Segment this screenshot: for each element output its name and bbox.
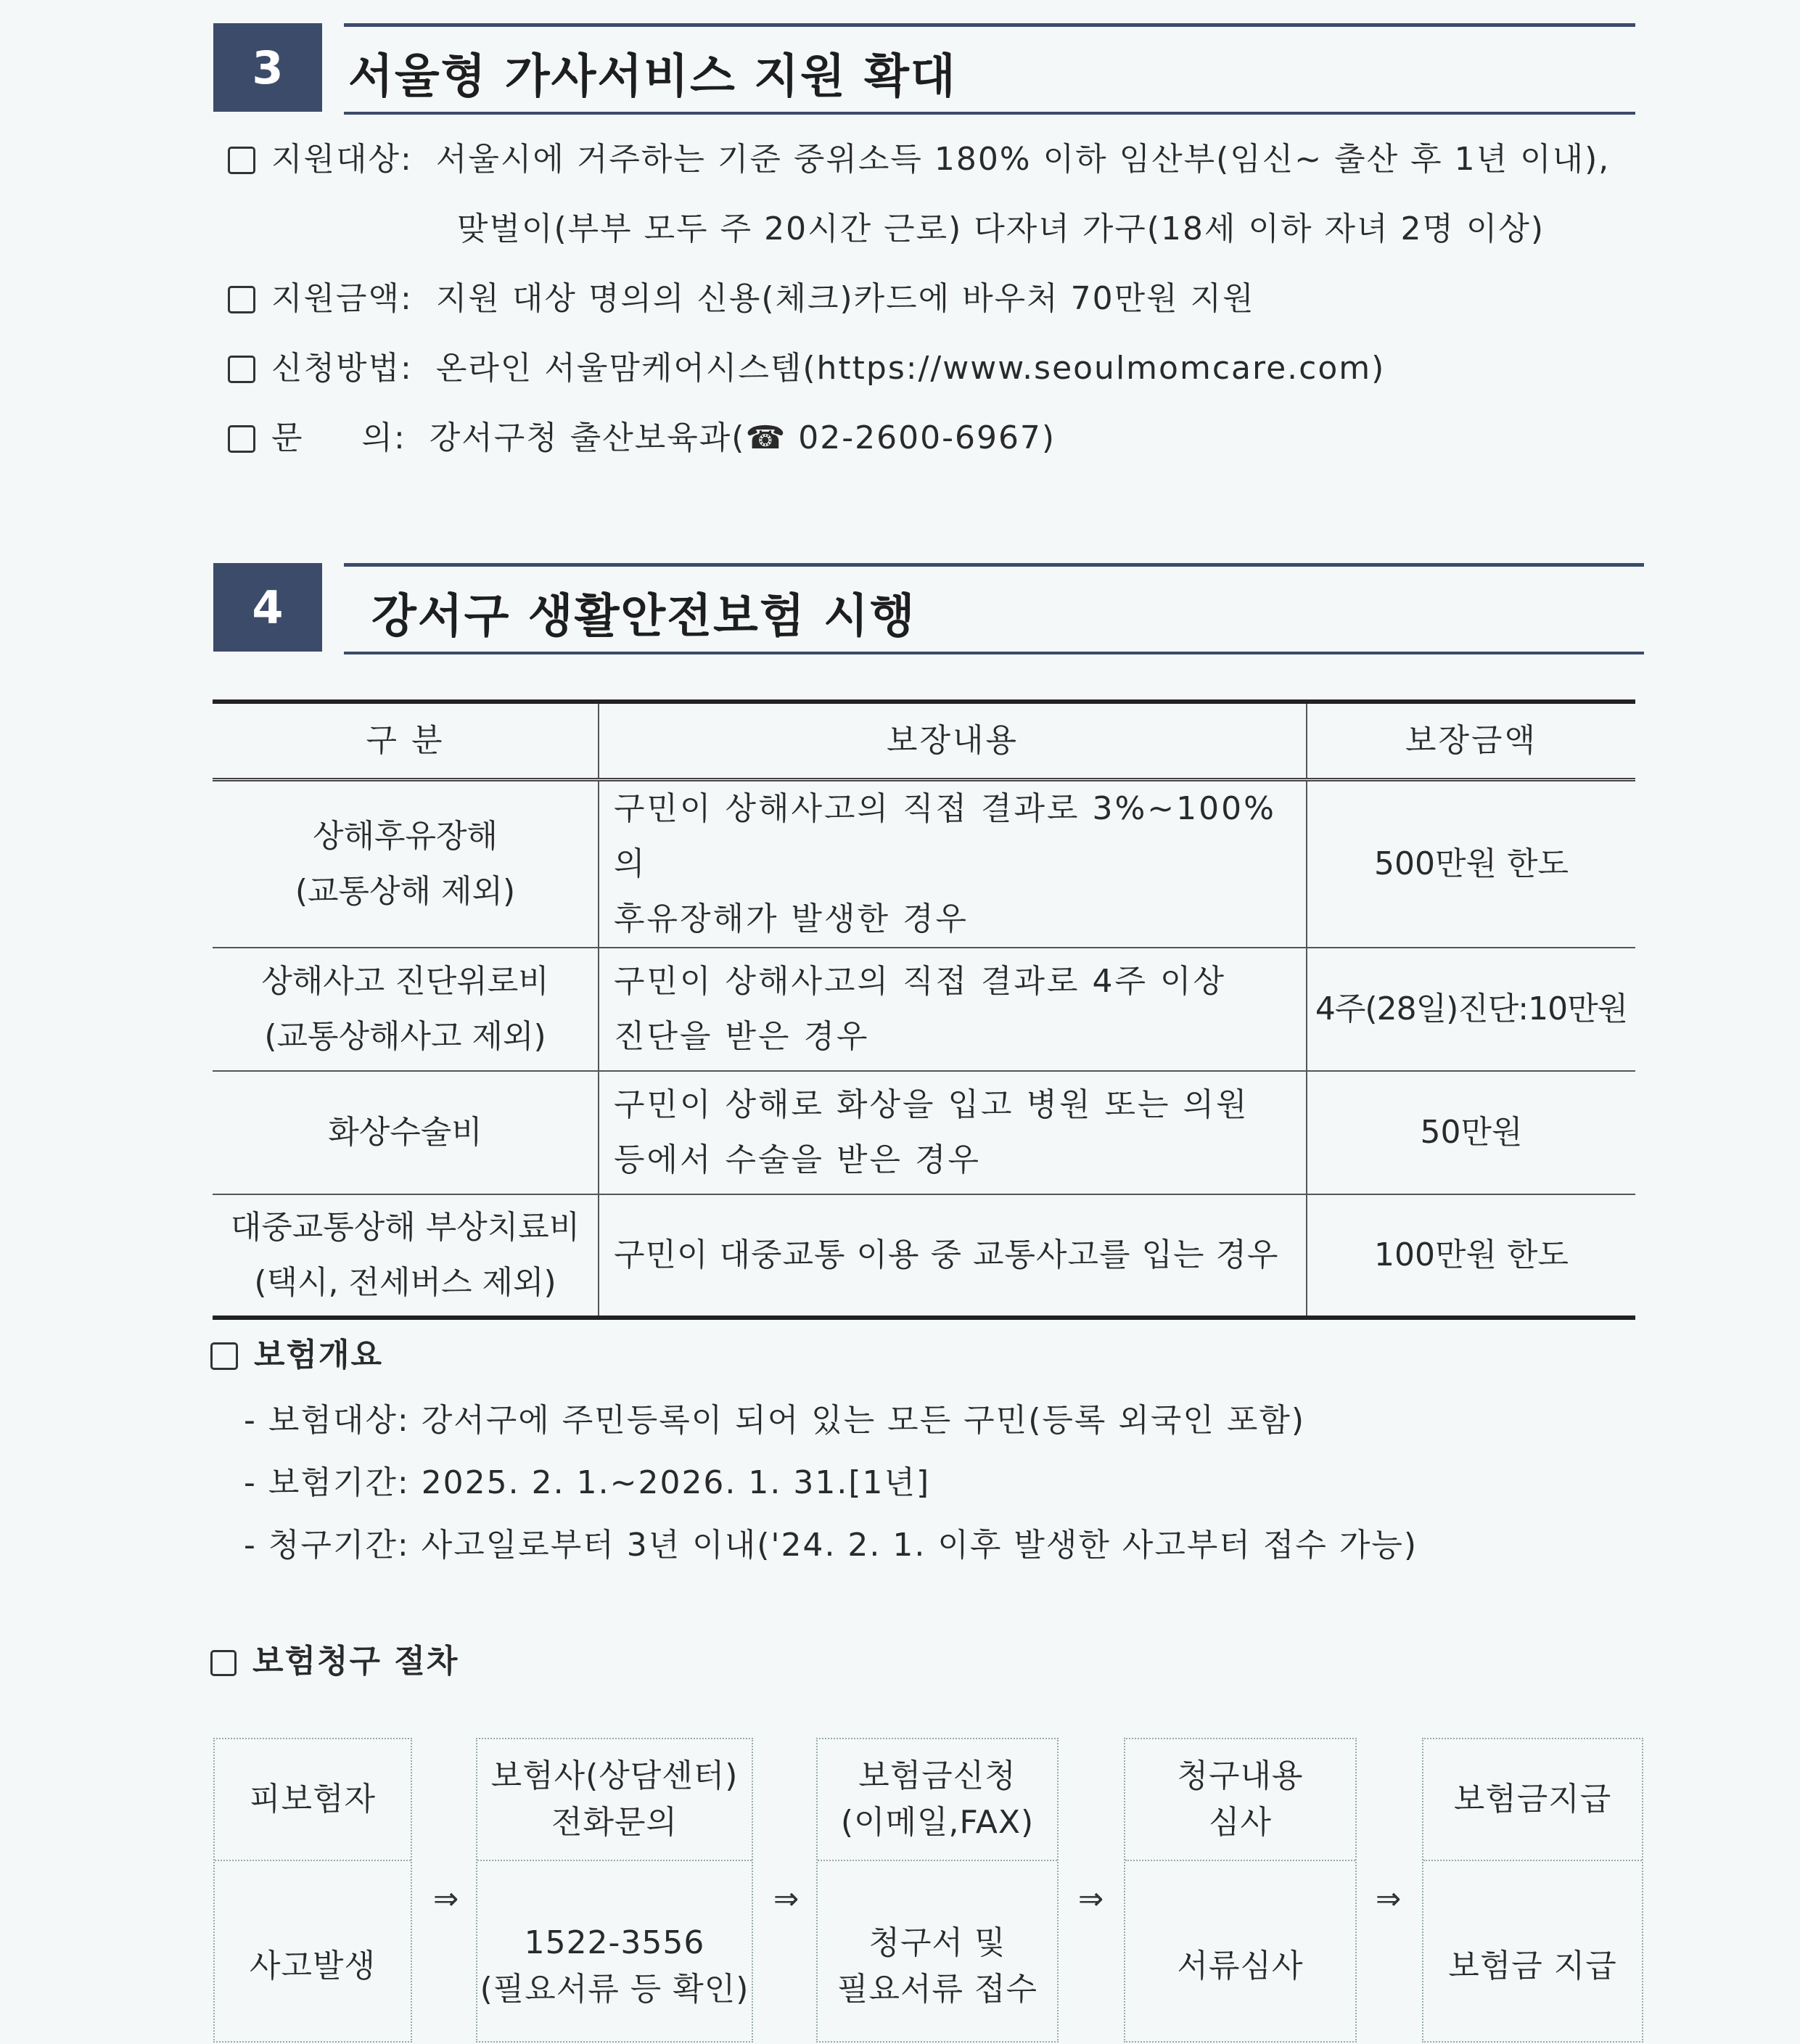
- overview-item-claim-period: - 청구기간: 사고일로부터 3년 이내('24. 2. 1. 이후 발생한 사고부터 접수 가능): [244, 1527, 1418, 1564]
- claim-step-divider: [818, 1860, 1057, 1861]
- section-3-rule-bottom: [344, 112, 1635, 115]
- claim-step-divider: [215, 1860, 411, 1861]
- checkbox-icon: [228, 425, 255, 453]
- coverage-table: [213, 699, 1635, 1320]
- col-header-category: 구 분: [213, 702, 599, 780]
- row-category: 화상수술비: [213, 1071, 599, 1194]
- s3-item-method: 신청방법: 온라인 서울맘케어시스템(https://www.seoulmomcare.com): [228, 348, 1385, 389]
- arrow-right-icon: ⇒: [1078, 1881, 1104, 1916]
- row-coverage: 구민이 대중교통 이용 중 교통사고를 입는 경우: [599, 1194, 1307, 1318]
- claim-step-detail: 1522-3556 (필요서류 등 확인): [480, 1924, 749, 2008]
- row-amount: 100만원 한도: [1307, 1194, 1635, 1318]
- section-4-title: 강서구 생활안전보험 시행: [371, 590, 916, 644]
- claim-step-divider: [477, 1860, 752, 1861]
- claim-step-detail: 청구서 및 필요서류 접수: [837, 1924, 1037, 2008]
- claim-step-divider: [1423, 1860, 1642, 1861]
- section-3-header: [213, 23, 1635, 115]
- row-amount: 500만원 한도: [1307, 780, 1635, 948]
- claim-step-detail: 보험금 지급: [1448, 1947, 1617, 1985]
- s3-item-target-cont: 맞벌이(부부 모두 주 20시간 근로) 다자녀 가구(18세 이하 자녀 2명 이상): [457, 210, 1545, 247]
- row-amount: 50만원: [1307, 1071, 1635, 1194]
- claim-step-title: 보험사(상담센터) 전화문의: [490, 1757, 739, 1841]
- claim-step-detail: 사고발생: [249, 1947, 376, 1985]
- col-header-coverage: 보장내용: [599, 702, 1307, 780]
- row-coverage: 구민이 상해로 화상을 입고 병원 또는 의원 등에서 수술을 받은 경우: [599, 1071, 1307, 1194]
- claim-step-title: 보험금신청 (이메일,FAX): [840, 1757, 1035, 1841]
- row-category: 대중교통상해 부상치료비 (택시, 전세버스 제외): [213, 1194, 599, 1318]
- section-3-number: 3: [213, 23, 322, 112]
- table-row: [213, 1194, 1635, 1318]
- claim-step-box: [1124, 1738, 1357, 2043]
- claim-step-divider: [1125, 1860, 1355, 1861]
- row-coverage: 구민이 상해사고의 직접 결과로 4주 이상 진단을 받은 경우: [599, 948, 1307, 1071]
- claim-step-box: [476, 1738, 753, 2043]
- row-coverage: 구민이 상해사고의 직접 결과로 3%~100%의 후유장해가 발생한 경우: [599, 780, 1307, 948]
- claim-step-detail: 서류심사: [1177, 1947, 1304, 1985]
- checkbox-icon: [228, 286, 255, 313]
- arrow-right-icon: ⇒: [1376, 1881, 1402, 1916]
- table-header-row: [213, 702, 1635, 780]
- table-row: [213, 948, 1635, 1071]
- table-row: [213, 780, 1635, 948]
- claim-step-title: 청구내용 심사: [1177, 1757, 1304, 1841]
- row-category: 상해후유장해 (교통상해 제외): [213, 780, 599, 948]
- checkbox-icon: [228, 356, 255, 383]
- claim-step-box: [1422, 1738, 1643, 2043]
- arrow-right-icon: ⇒: [433, 1881, 459, 1916]
- section-4-rule-top: [344, 563, 1644, 567]
- overview-item-period: - 보험기간: 2025. 2. 1.~2026. 1. 31.[1년]: [244, 1464, 931, 1501]
- checkbox-icon: [228, 147, 255, 174]
- checkbox-icon: [210, 1342, 238, 1370]
- claim-step-title: 피보험자: [249, 1781, 376, 1818]
- claim-step-title: 보험금지급: [1453, 1781, 1612, 1818]
- claim-step-box: [816, 1738, 1059, 2043]
- row-amount: 4주(28일)진단:10만원: [1307, 948, 1635, 1071]
- claim-heading: 보험청구 절차: [210, 1641, 459, 1682]
- s3-item-target: 지원대상: 서울시에 거주하는 기준 중위소득 180% 이하 임산부(임신~ 출산 후 1년 이내),: [228, 139, 1610, 180]
- table-row: [213, 1071, 1635, 1194]
- claim-step-box: [213, 1738, 412, 2043]
- s3-item-amount: 지원금액: 지원 대상 명의의 신용(체크)카드에 바우처 70만원 지원: [228, 279, 1255, 319]
- arrow-right-icon: ⇒: [773, 1881, 800, 1916]
- overview-heading: 보험개요: [210, 1335, 383, 1376]
- section-3-title: 서울형 가사서비스 지원 확대: [348, 50, 957, 104]
- section-4-rule-bottom: [344, 652, 1644, 654]
- overview-item-target: - 보험대상: 강서구에 주민등록이 되어 있는 모든 구민(등록 외국인 포함): [244, 1402, 1306, 1439]
- section-4-number: 4: [213, 563, 322, 652]
- s3-item-contact: 문 의: 강서구청 출산보육과(☎ 02-2600-6967): [228, 418, 1056, 459]
- section-4-header: [213, 563, 1644, 654]
- section-3-rule-top: [344, 23, 1635, 27]
- col-header-amount: 보장금액: [1307, 702, 1635, 780]
- checkbox-icon: [210, 1650, 237, 1676]
- row-category: 상해사고 진단위로비 (교통상해사고 제외): [213, 948, 599, 1071]
